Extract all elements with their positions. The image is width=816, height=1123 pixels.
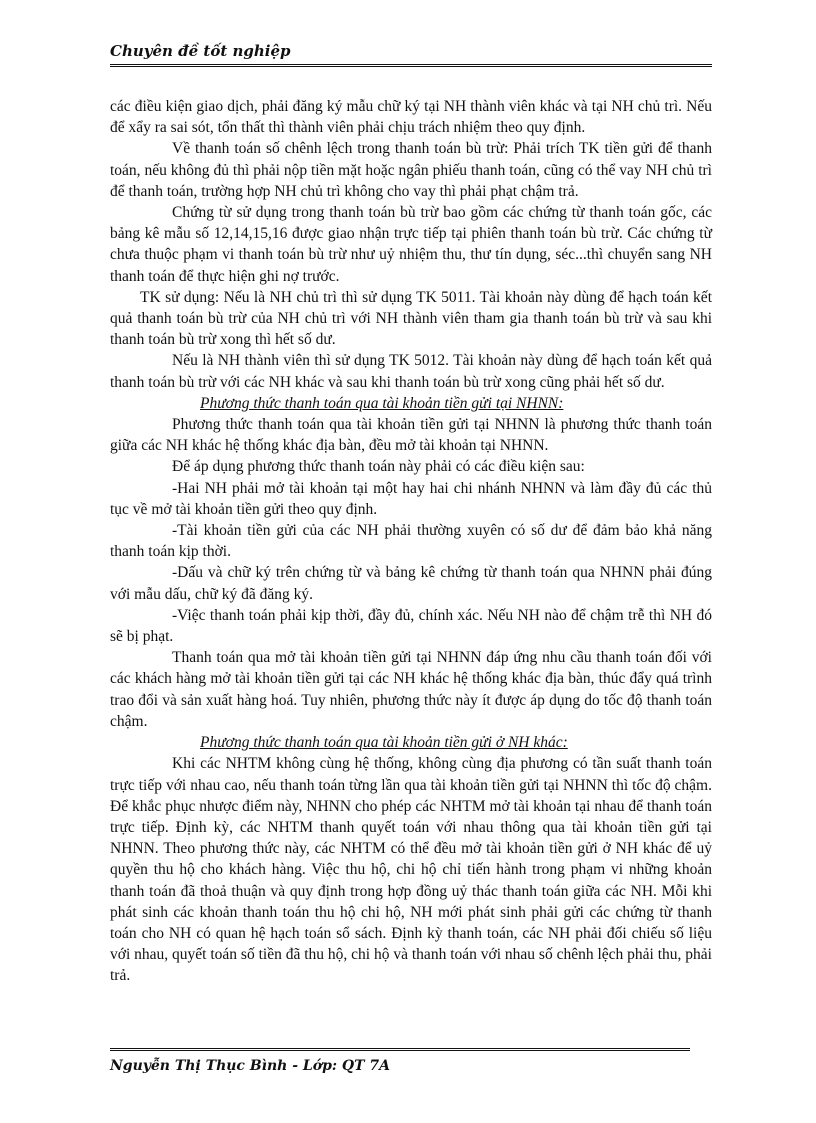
header-title: Chuyên đề tốt nghiệp	[110, 42, 291, 60]
paragraph: Về thanh toán số chênh lệch trong thanh toán bù trừ: Phải trích TK tiền gửi để thanh toán, nếu không đủ thì phải nộp tiền mặt hoặc ngân phiếu thanh toán, cũng có thể vay NH chủ trì để thanh toán, trường hợp NH chủ trì không cho vay thì phải phạt chậm trả.	[110, 140, 712, 200]
header-divider	[110, 64, 712, 67]
paragraph: Khi các NHTM không cùng hệ thống, không cùng địa phương có tần suất thanh toán trực tiếp với nhau cao, nếu thanh toán từng lần qua tài khoản tiền gửi tại NHNN thì tốc độ chậm. Để khắc phục nhược điểm này, NHNN cho phép các NHTM mở tài khoản tại nhau để thanh toán trực tiếp. Định kỳ, các NHTM thanh quyết toán với nhau thông qua tài khoản tiền gửi tại NHNN. Theo phương thức này, các NHTM có thể đều mở tài khoản tiền gửi ở NH khác để uỷ quyền thu hộ cho khách hàng. Việc thu hộ, chi hộ chỉ tiến hành trong phạm vi những khoản thanh toán đã thoả thuận và quy định trong hợp đồng uỷ thác thanh toán giữa các NH. Mỗi khi phát sinh các khoản thanh toán thu hộ chi hộ, NH mới phát sinh phải gửi các chứng từ thanh toán cho NH có quan hệ hạch toán sổ sách. Định kỳ thanh toán, các NH phải đối chiếu số liệu với nhau, quyết toán số tiền đã thu hộ, chi hộ và thanh toán với nhau số chênh lệch phải thu, phải trả.	[110, 755, 712, 985]
paragraph: Nếu là NH thành viên thì sử dụng TK 5012. Tài khoản này dùng để hạch toán kết quả thanh toán bù trừ với các NH khác và sau khi thanh toán bù trừ xong cũng phải hết số dư.	[110, 352, 712, 391]
paragraph: các điều kiện giao dịch, phải đăng ký mẫu chữ ký tại NH thành viên khác và tại NH chủ trì. Nếu để xẩy ra sai sót, tổn thất thì thành viên phải chịu trách nhiệm theo quy định.	[110, 98, 712, 137]
list-item: -Việc thanh toán phải kịp thời, đầy đủ, chính xác. Nếu NH nào để chậm trễ thì NH đó sẽ bị phạt.	[110, 606, 712, 646]
footer-author: Nguyễn Thị Thục Bình - Lớp: QT 7A	[110, 1058, 390, 1074]
paragraph: Thanh toán qua mở tài khoản tiền gửi tại NHNN đáp ứng nhu cầu thanh toán đối với các khách hàng mở tài khoản tiền gửi tại các NH khác hệ thống khác địa bàn, thúc đẩy quá trình trao đổi và sản xuất hàng hoá. Tuy nhiên, phương thức này ít được áp dụng do tốc độ thanh toán chậm.	[110, 649, 712, 730]
page-header	[110, 40, 712, 67]
list-item: -Dấu và chữ ký trên chứng từ và bảng kê chứng từ thanh toán qua NHNN phải đúng với mẫu dấu, chữ ký đã đăng ký.	[110, 564, 712, 603]
footer-divider	[110, 1048, 690, 1051]
list-item: -Hai NH phải mở tài khoản tại một hay hai chi nhánh NHNN và làm đầy đủ các thủ tục về mở tài khoản tiền gửi theo quy định.	[110, 479, 712, 518]
paragraph: Để áp dụng phương thức thanh toán này phải có các điều kiện sau:	[172, 458, 585, 476]
paragraph: TK sử dụng: Nếu là NH chủ trì thì sử dụng TK 5011. Tài khoản này dùng để hạch toán kết quả thanh toán bù trừ của NH chủ trì với NH thành viên tham gia thanh toán bù trừ và sau khi thanh toán bù trừ xong thì hết số dư.	[110, 288, 712, 349]
paragraph: Phương thức thanh toán qua tài khoản tiền gửi tại NHNN là phương thức thanh toán giữa các NH khác hệ thống khác địa bàn, đều mở tài khoản tại NHNN.	[110, 416, 712, 455]
document-body	[110, 96, 712, 987]
section-heading: Phương thức thanh toán qua tài khoản tiền gửi ở NH khác:	[200, 734, 568, 752]
section-heading: Phương thức thanh toán qua tài khoản tiền gửi tại NHNN:	[200, 394, 564, 412]
page-footer	[110, 1048, 690, 1077]
list-item: -Tài khoản tiền gửi của các NH phải thường xuyên có số dư để đảm bảo khả năng thanh toán kịp thời.	[110, 522, 712, 561]
paragraph: Chứng từ sử dụng trong thanh toán bù trừ bao gồm các chứng từ thanh toán gốc, các bảng kê mẫu số 12,14,15,16 được giao nhận trực tiếp tại phiên thanh toán bù trừ. Các chứng từ chưa thuộc phạm vi thanh toán bù trừ như uỷ nhiệm thu, thư tín dụng, séc...thì chuyển sang NH thanh toán để thực hiện ghi nợ trước.	[110, 204, 712, 285]
